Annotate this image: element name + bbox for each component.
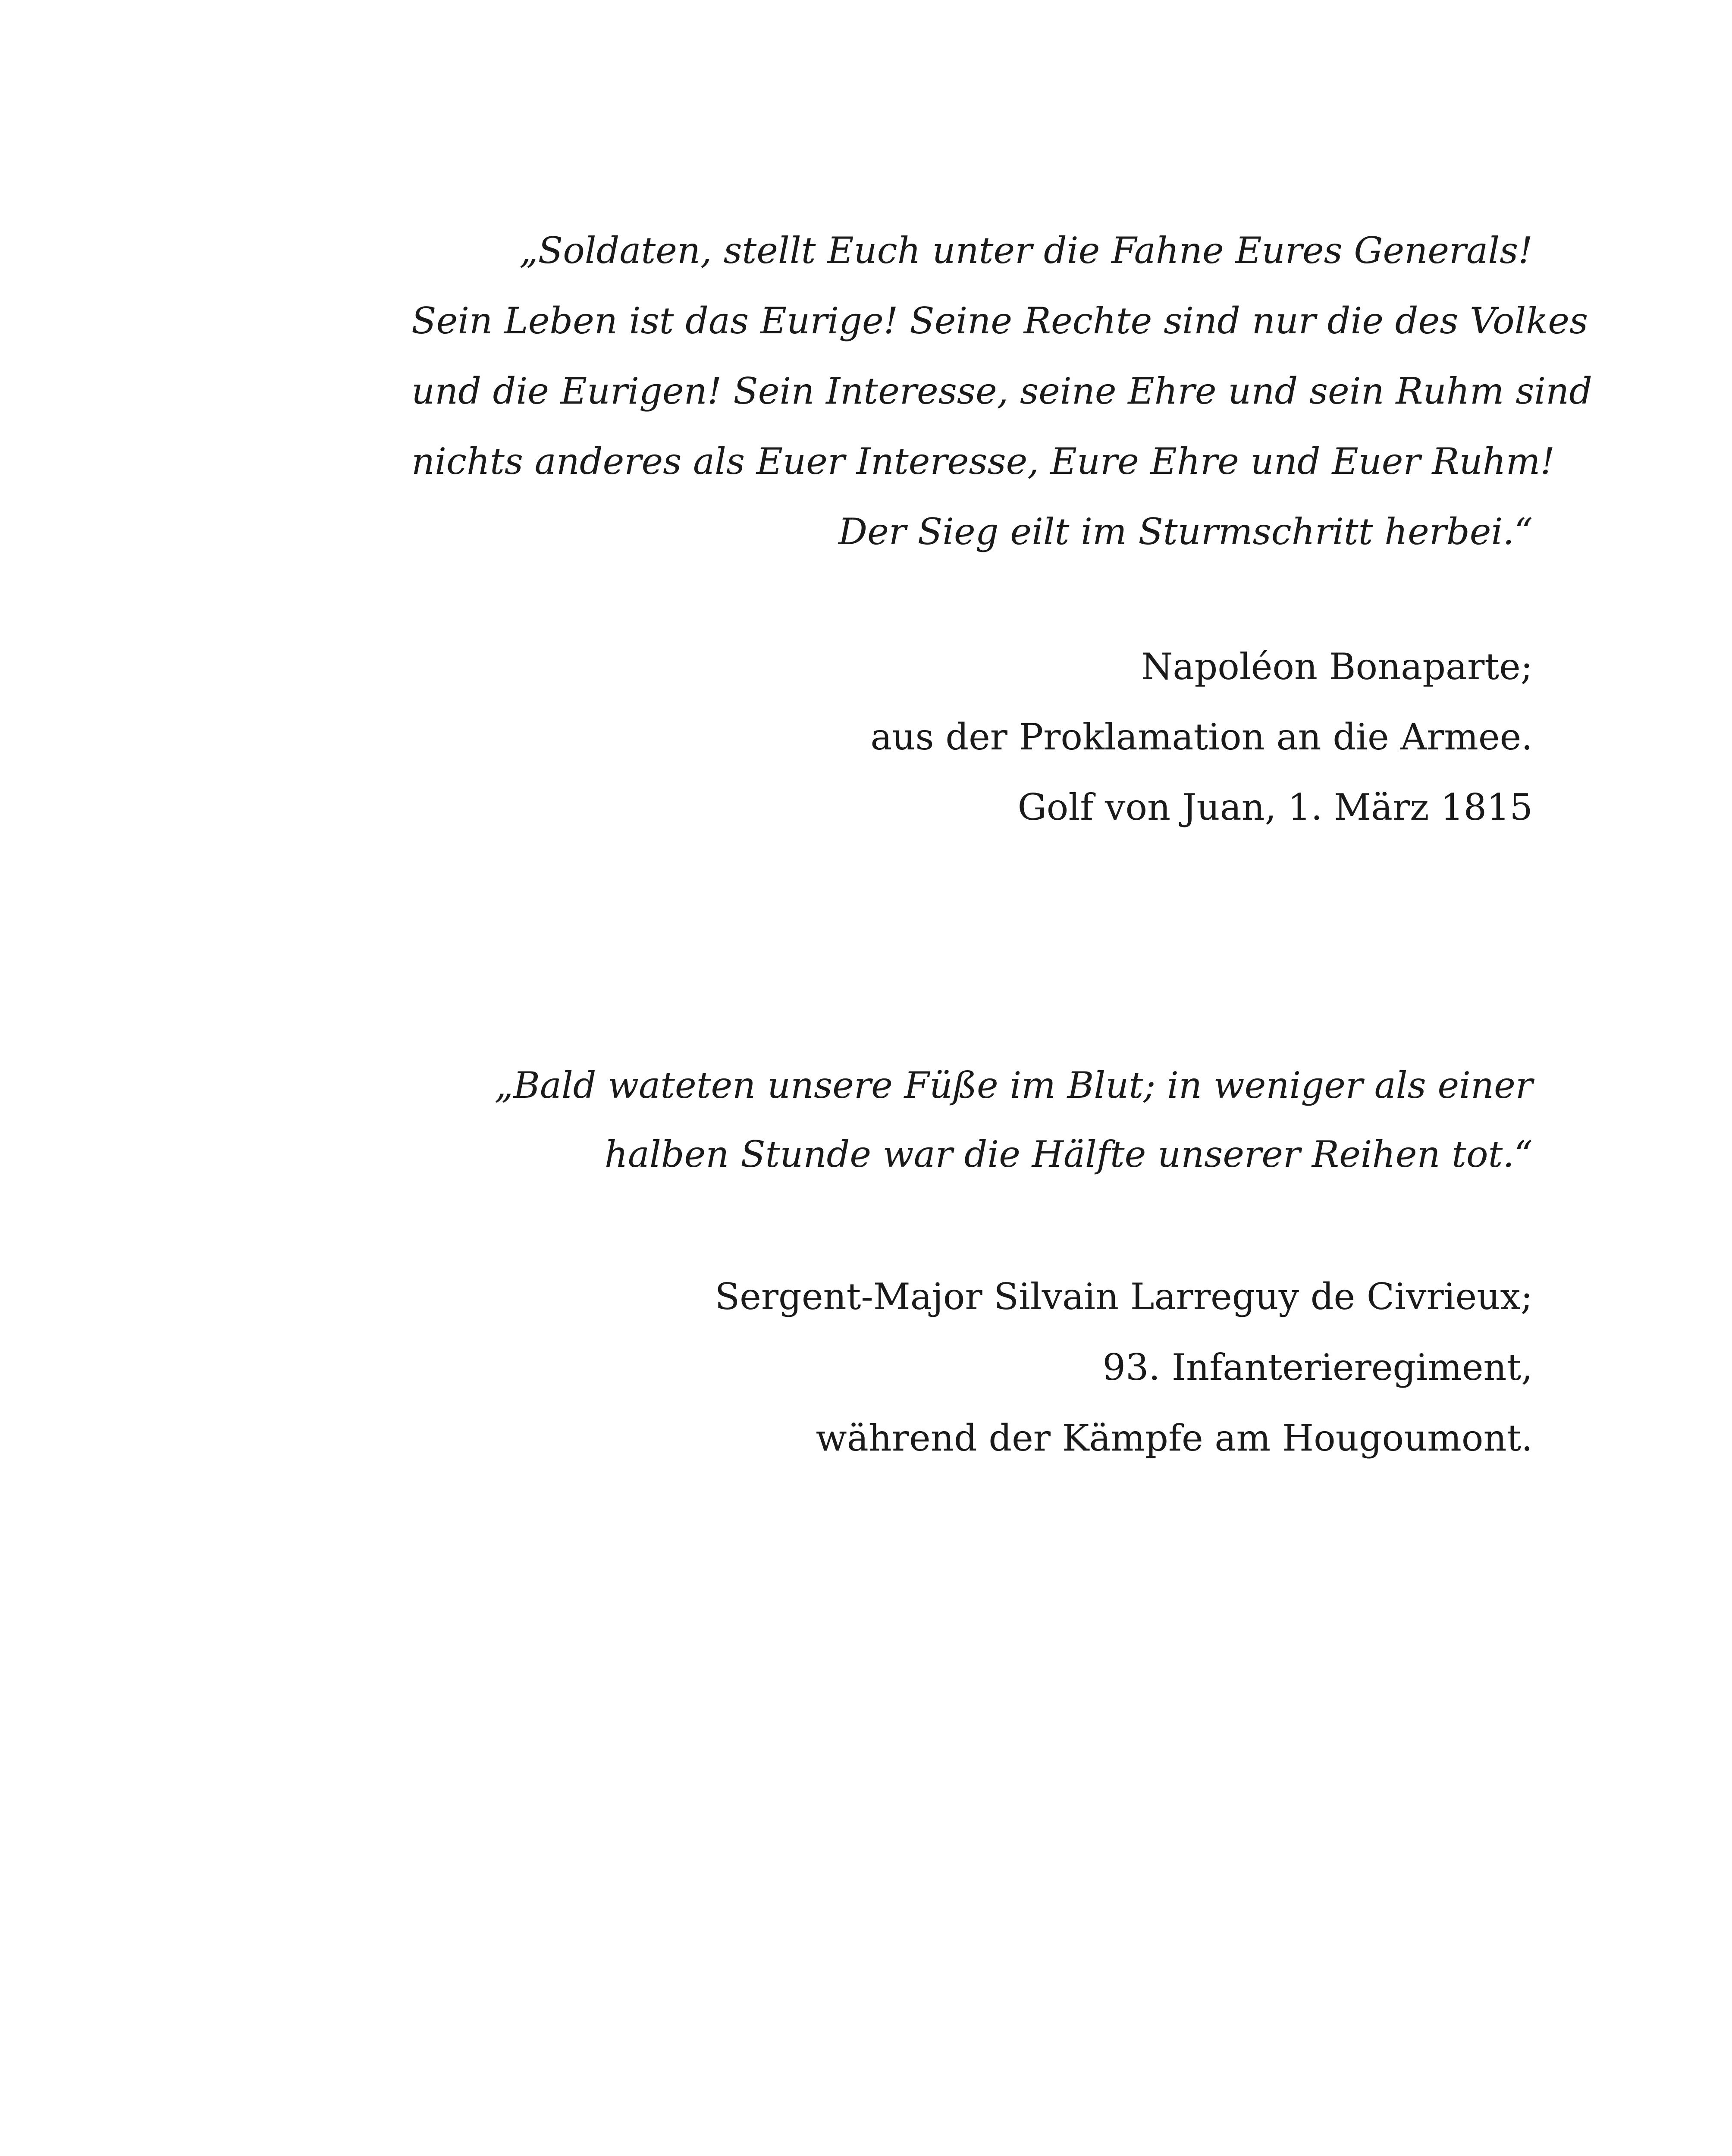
quote-line: nichts anderes als Euer Interesse, Eure Ehre und Euer Ruhm! — [411, 440, 1555, 483]
larreguy-attribution — [411, 1261, 1533, 1473]
attribution-author: Napoléon Bonaparte; — [1141, 646, 1533, 688]
attribution-place-date: Golf von Juan, 1. März 1815 — [1017, 786, 1533, 828]
attribution-author: Sergent-Major Silvain Larreguy de Civrieux; — [715, 1275, 1533, 1318]
quote-line: und die Eurigen! Sein Interesse, seine Ehre und sein Ruhm sind — [411, 370, 1593, 412]
quote-line: „Soldaten, stellt Euch unter die Fahne Eures Generals! — [519, 229, 1533, 272]
larreguy-quote — [411, 1051, 1533, 1189]
quote-line: halben Stunde war die Hälfte unserer Reihen tot.“ — [604, 1133, 1533, 1175]
napoleon-attribution — [411, 632, 1533, 843]
attribution-context: während der Kämpfe am Hougoumont. — [816, 1417, 1533, 1459]
quote-line: Sein Leben ist das Eurige! Seine Rechte sind nur die des Volkes — [411, 300, 1588, 342]
napoleon-quote — [411, 216, 1593, 567]
quote-line: „Bald wateten unsere Füße im Blut; in weniger als einer — [494, 1064, 1533, 1106]
attribution-unit: 93. Infanterieregiment, — [1102, 1346, 1533, 1388]
attribution-source: aus der Proklamation an die Armee. — [870, 716, 1533, 758]
quote-line: Der Sieg eilt im Sturmschritt herbei.“ — [838, 511, 1533, 553]
